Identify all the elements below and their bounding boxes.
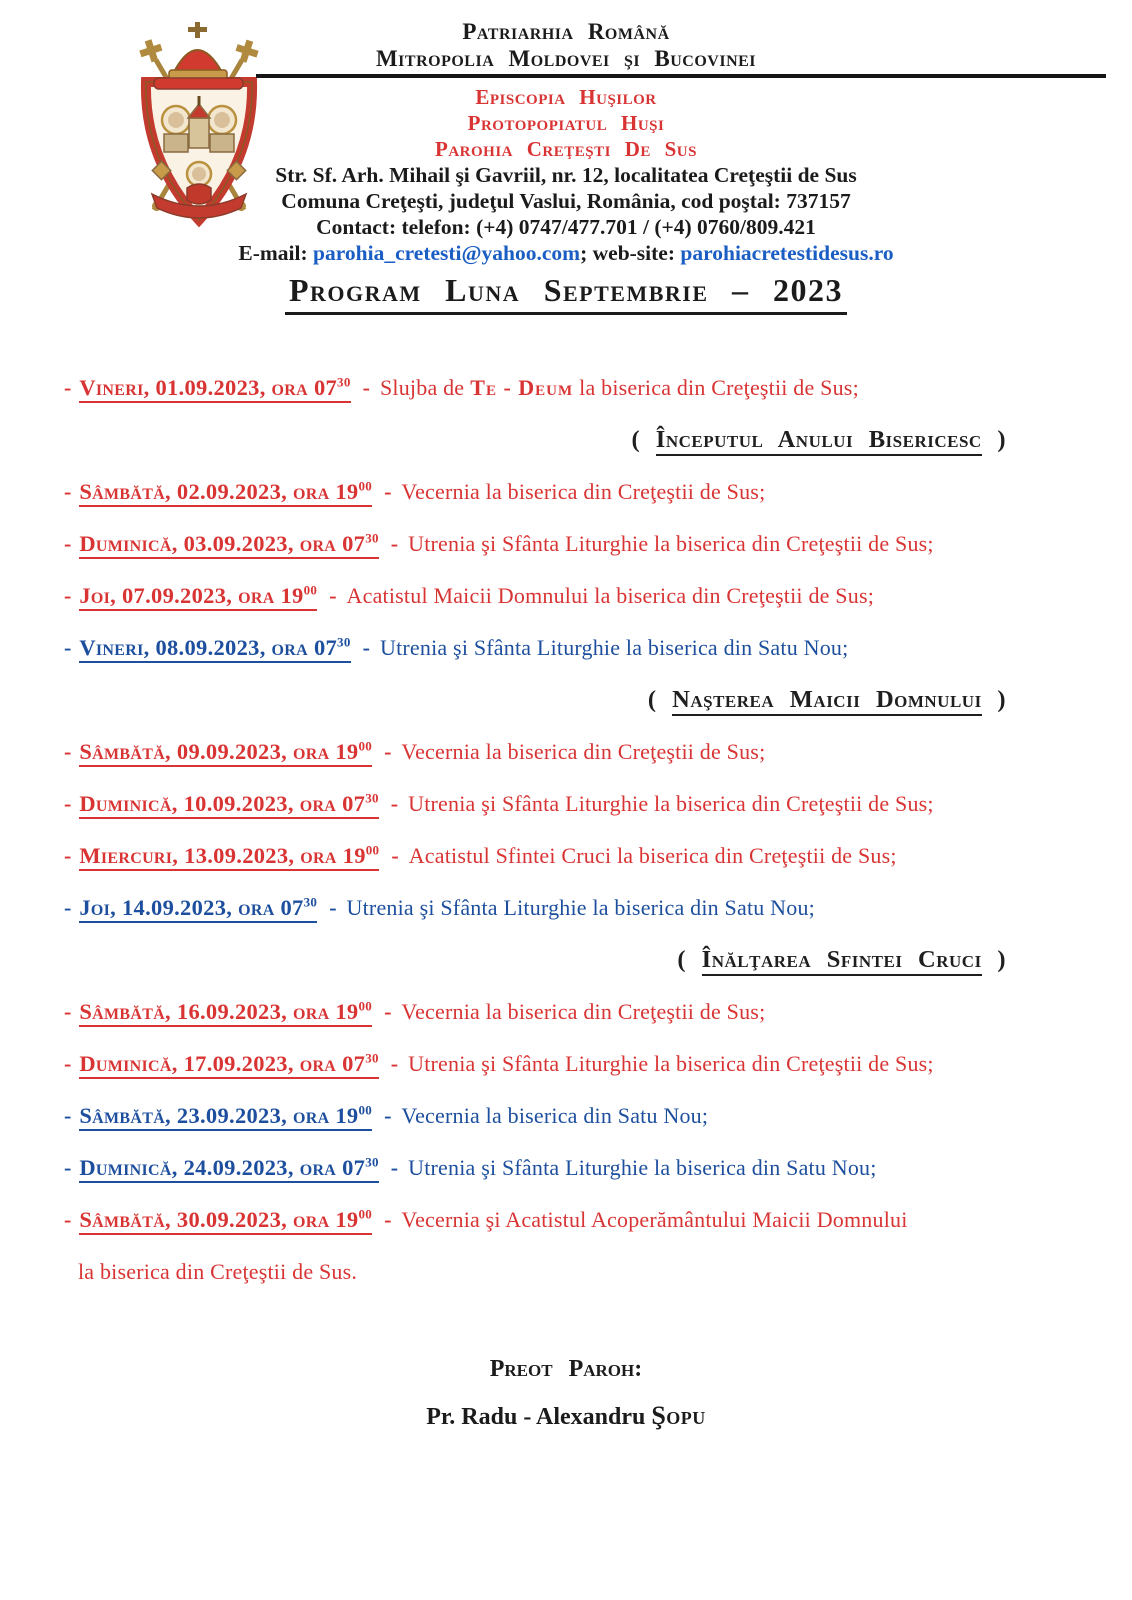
email-web-line xyxy=(30,240,1102,266)
entry-separator: - xyxy=(390,1155,399,1180)
entry-description: Vecernia la biserica din Creţeştii de Sus; xyxy=(401,999,766,1024)
bullet-dash: - xyxy=(64,1051,72,1076)
entry-separator: - xyxy=(390,1051,399,1076)
website-link[interactable]: parohiacretestidesus.ro xyxy=(680,241,894,265)
entry-date xyxy=(79,1155,378,1183)
entry-description: Utrenia şi Sfânta Liturghie la biserica din Satu Nou; xyxy=(379,635,849,660)
paren-open: ( xyxy=(631,426,641,453)
entry-time-superscript: 00 xyxy=(358,478,373,494)
entry-date-text: Sâmbătă, 30.09.2023, ora 19 xyxy=(79,1207,359,1232)
entry-time-superscript: 00 xyxy=(358,738,373,754)
entry-date xyxy=(79,583,317,611)
entry-date-text: Sâmbătă, 02.09.2023, ora 19 xyxy=(79,479,359,504)
feast-name: Începutul Anului Bisericesc xyxy=(656,426,982,456)
entry-time-superscript: 00 xyxy=(358,1206,373,1222)
paren-close: ) xyxy=(997,946,1006,973)
entry-date xyxy=(79,791,378,819)
schedule-entry xyxy=(64,842,1072,870)
entry-date xyxy=(79,1051,378,1079)
entry-description: Vecernia şi Acatistul Acoperământului Maicii Domnului xyxy=(401,1207,908,1232)
entry-date xyxy=(79,1103,372,1131)
bullet-dash: - xyxy=(64,895,72,920)
bullet-dash: - xyxy=(64,791,72,816)
paren-open: ( xyxy=(677,946,687,973)
entry-date-text: Vineri, 01.09.2023, ora 07 xyxy=(79,375,338,400)
diocese-name: Episcopia Huşilor xyxy=(475,85,657,109)
entry-time-superscript: 30 xyxy=(365,1154,379,1170)
entry-description: Utrenia şi Sfânta Liturghie la biserica din Creţeştii de Sus; xyxy=(408,1051,934,1076)
schedule-entry xyxy=(64,374,1072,402)
entry-description: Vecernia la biserica din Creţeştii de Sus; xyxy=(401,479,766,504)
entry-separator: - xyxy=(390,791,399,816)
entry-separator: - xyxy=(362,635,370,660)
entry-description: Slujba de Te - Deum la biserica din Creţeştii de Sus; xyxy=(379,375,859,400)
entry-date xyxy=(79,999,372,1027)
entry-date xyxy=(79,635,350,663)
bullet-dash: - xyxy=(64,739,72,764)
entry-time-superscript: 30 xyxy=(337,374,351,390)
feast-section-header xyxy=(64,426,1072,454)
entry-description: Acatistul Maicii Domnului la biserica din Creţeştii de Sus; xyxy=(346,583,875,608)
priest-role-label: Preot Paroh: xyxy=(489,1356,643,1382)
entry-separator: - xyxy=(390,531,399,556)
bullet-dash: - xyxy=(64,1155,72,1180)
bullet-dash: - xyxy=(64,999,72,1024)
schedule-entry xyxy=(64,1206,1072,1234)
schedule-entry xyxy=(64,894,1072,922)
entry-description: Utrenia şi Sfânta Liturghie la biserica din Creţeştii de Sus; xyxy=(408,791,934,816)
entry-date-text: Sâmbătă, 23.09.2023, ora 19 xyxy=(79,1103,359,1128)
paren-open: ( xyxy=(647,686,657,713)
priest-name: Pr. Radu - Alexandru Şopu xyxy=(426,1401,706,1430)
bullet-dash: - xyxy=(64,375,72,400)
entry-separator: - xyxy=(384,739,392,764)
entry-time-superscript: 00 xyxy=(358,1102,373,1118)
entry-separator: - xyxy=(384,479,392,504)
schedule-entry xyxy=(64,1050,1072,1078)
entry-separator: - xyxy=(391,843,399,868)
schedule-entry xyxy=(64,1102,1072,1130)
entry-separator: - xyxy=(384,999,392,1024)
feast-section-header xyxy=(64,686,1072,714)
paren-close: ) xyxy=(997,426,1006,453)
schedule-entry xyxy=(64,582,1072,610)
entry-time-superscript: 30 xyxy=(303,894,318,910)
entry-separator: - xyxy=(384,1207,392,1232)
entry-date xyxy=(79,843,379,871)
entry-date-text: Vineri, 08.09.2023, ora 07 xyxy=(79,635,338,660)
signature-block xyxy=(0,1356,1132,1431)
entry-date-text: Joi, 07.09.2023, ora 19 xyxy=(79,583,304,608)
entry-time-superscript: 30 xyxy=(365,530,379,546)
contact-line: Contact: telefon: (+4) 0747/477.701 / (+4) 0760/809.421 xyxy=(316,215,816,239)
parish-name: Parohia Creţeşti De Sus xyxy=(435,137,697,161)
entry-time-superscript: 30 xyxy=(365,1050,379,1066)
bullet-dash: - xyxy=(64,1207,72,1232)
schedule-list xyxy=(64,374,1072,1310)
feast-name: Naşterea Maicii Domnului xyxy=(672,686,982,716)
schedule-entry xyxy=(64,634,1072,662)
page-title: Program Luna Septembrie – 2023 xyxy=(285,272,847,315)
schedule-entry xyxy=(64,998,1072,1026)
patriarchy-name: Patriarhia Română xyxy=(462,19,670,44)
bullet-dash: - xyxy=(64,583,72,608)
entry-date-text: Duminică, 03.09.2023, ora 07 xyxy=(79,531,366,556)
entry-date-text: Miercuri, 13.09.2023, ora 19 xyxy=(79,843,366,868)
email-separator: ; xyxy=(580,241,588,265)
entry-date-text: Sâmbătă, 09.09.2023, ora 19 xyxy=(79,739,359,764)
entry-date-text: Duminică, 24.09.2023, ora 07 xyxy=(79,1155,366,1180)
email-label: E-mail: xyxy=(238,241,308,265)
entry-date xyxy=(79,479,372,507)
entry-date xyxy=(79,375,350,403)
entry-description: Utrenia şi Sfânta Liturghie la biserica din Creţeştii de Sus; xyxy=(408,531,934,556)
entry-separator: - xyxy=(362,375,370,400)
address-line-2: Comuna Creţeşti, judeţul Vaslui, România, cod poştal: 737157 xyxy=(281,189,851,213)
priest-surname: Şopu xyxy=(651,1401,706,1430)
deanery-name: Protopopiatul Huşi xyxy=(467,111,665,135)
entry-description: Utrenia şi Sfânta Liturghie la biserica din Satu Nou; xyxy=(408,1155,877,1180)
entry-time-superscript: 30 xyxy=(337,634,351,650)
entry-description-continuation: la biserica din Creţeştii de Sus. xyxy=(78,1259,358,1284)
entry-date xyxy=(79,1207,372,1235)
schedule-entry xyxy=(64,478,1072,506)
entry-separator: - xyxy=(384,1103,392,1128)
entry-description: Vecernia la biserica din Satu Nou; xyxy=(401,1103,709,1128)
entry-date-text: Joi, 14.09.2023, ora 07 xyxy=(79,895,304,920)
bullet-dash: - xyxy=(64,531,72,556)
entry-date-text: Duminică, 10.09.2023, ora 07 xyxy=(79,791,366,816)
entry-separator: - xyxy=(329,895,337,920)
email-link[interactable]: parohia_cretesti@yahoo.com xyxy=(313,241,581,265)
schedule-entry xyxy=(64,738,1072,766)
schedule-entry xyxy=(64,790,1072,818)
entry-time-superscript: 30 xyxy=(365,790,379,806)
letterhead xyxy=(30,18,1102,266)
entry-time-superscript: 00 xyxy=(303,582,318,598)
bullet-dash: - xyxy=(64,1103,72,1128)
entry-date xyxy=(79,895,317,923)
entry-description: Acatistul Sfintei Cruci la biserica din Creţeştii de Sus; xyxy=(408,843,897,868)
entry-time-superscript: 00 xyxy=(358,998,373,1014)
entry-description: Vecernia la biserica din Creţeştii de Sus; xyxy=(401,739,766,764)
entry-date xyxy=(79,739,372,767)
schedule-entry xyxy=(64,530,1072,558)
website-label: web-site: xyxy=(592,241,676,265)
entry-separator: - xyxy=(329,583,337,608)
bullet-dash: - xyxy=(64,479,72,504)
metropolis-name: Mitropolia Moldovei şi Bucovinei xyxy=(375,46,757,71)
entry-date xyxy=(79,531,378,559)
feast-name: Înălţarea Sfintei Cruci xyxy=(702,946,982,976)
paren-close: ) xyxy=(997,686,1006,713)
entry-time-superscript: 00 xyxy=(365,842,380,858)
bullet-dash: - xyxy=(64,635,72,660)
entry-date-text: Sâmbătă, 16.09.2023, ora 19 xyxy=(79,999,359,1024)
entry-date-text: Duminică, 17.09.2023, ora 07 xyxy=(79,1051,366,1076)
entry-description: Utrenia şi Sfânta Liturghie la biserica din Satu Nou; xyxy=(346,895,815,920)
te-deum-text: Te - Deum xyxy=(470,375,574,400)
address-line-1: Str. Sf. Arh. Mihail şi Gavriil, nr. 12, localitatea Creţeştii de Sus xyxy=(275,163,857,187)
feast-section-header xyxy=(64,946,1072,974)
schedule-entry xyxy=(64,1154,1072,1182)
bullet-dash: - xyxy=(64,843,72,868)
